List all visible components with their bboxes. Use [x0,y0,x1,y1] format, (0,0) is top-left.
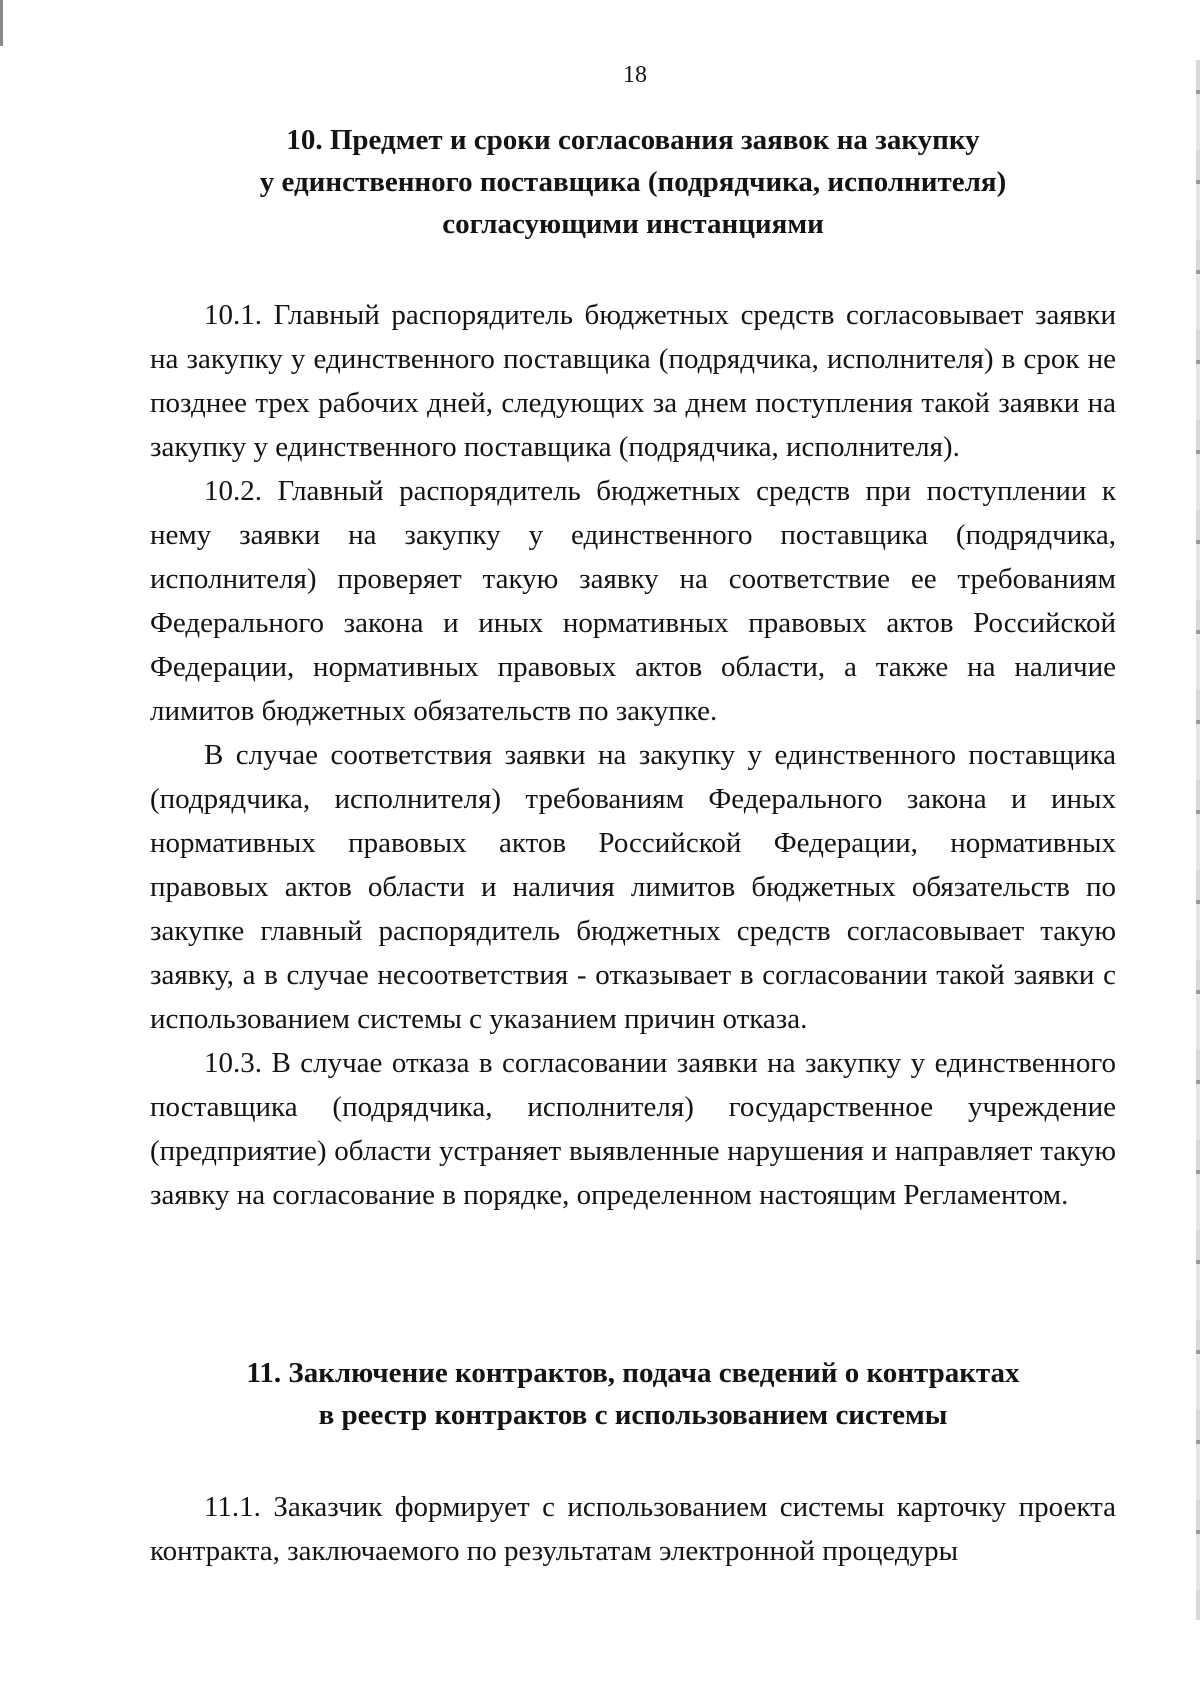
paragraph-10-1: 10.1. Главный распорядитель бюджетных средств согласовывает заявки на закупку у единственного поставщика (подрядчика, исполнителя) в срок не позднее трех рабочих дней, следующих за днем поступления такой заявки на закупку у единственного поставщика (подрядчика, исполнителя). [150,299,1116,463]
scan-edge-right [1196,60,1200,1620]
section-10-title-line: у единственного поставщика (подрядчика, исполнителя) [259,166,1007,198]
section-11-body [150,1485,1116,1573]
section-11-title [150,1352,1116,1436]
paragraph-10-2: 10.2. Главный распорядитель бюджетных средств при поступлении к нему заявки на закупку у единственного поставщика (подрядчика, исполнителя) проверяет такую заявку на соответствие ее требованиям Федерального закона и иных нормативных правовых актов Российской Федерации, нормативных правовых актов области, а также на наличие лимитов бюджетных обязательств по закупке. [150,475,1116,727]
section-10-title-line: согласующими инстанциями [442,208,824,240]
section-11-title-line: в реестр контрактов с использованием системы [318,1399,948,1431]
page-number: 18 [623,62,647,88]
scan-edge-left [0,0,3,46]
paragraph-10-2-cont: В случае соответствия заявки на закупку у единственного поставщика (подрядчика, исполнителя) требованиям Федерального закона и иных нормативных правовых актов Российской Федерации, нормативных правовых актов области и наличия лимитов бюджетных обязательств по закупке главный распорядитель бюджетных средств согласовывает такую заявку, а в случае несоответствия - отказывает в согласовании такой заявки с использованием системы с указанием причин отказа. [150,739,1116,1035]
section-10-title [150,119,1116,245]
paragraph-10-3: 10.3. В случае отказа в согласовании заявки на закупку у единственного поставщика (подрядчика, исполнителя) государственное учреждение (предприятие) области устраняет выявленные нарушения и направляет такую заявку на согласование в порядке, определенном настоящим Регламентом. [150,1047,1116,1211]
section-10-title-line: 10. Предмет и сроки согласования заявок на закупку [286,124,980,156]
section-11-title-line: 11. Заключение контрактов, подача сведений о контрактах [246,1357,1020,1389]
paragraph-11-1: 11.1. Заказчик формирует с использованием системы карточку проекта контракта, заключаемого по результатам электронной процедуры [150,1491,1116,1567]
section-10-body [150,293,1116,1217]
